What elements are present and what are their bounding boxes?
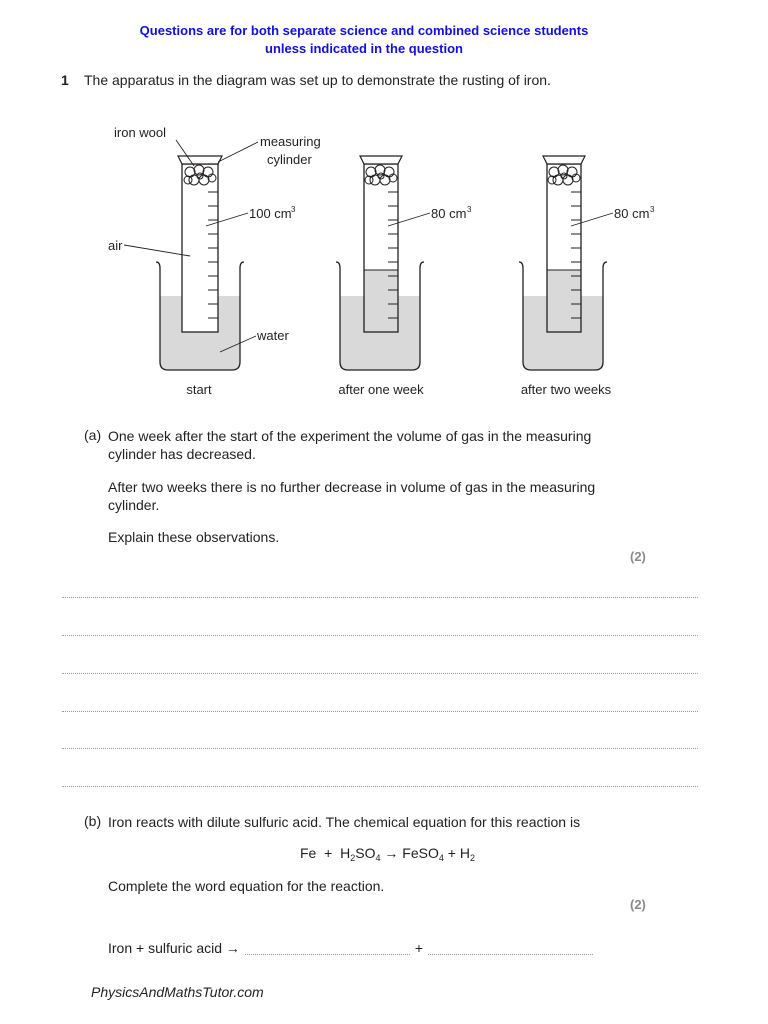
- footer-site-name: PhysicsAndMathsTutor.com: [91, 984, 264, 1000]
- label-week2-volume-sup: 3: [650, 205, 655, 214]
- label-week1-volume: 80 cm: [431, 206, 467, 221]
- part-b-instruction: Complete the word equation for the reaction.: [108, 878, 385, 894]
- label-air: air: [108, 238, 123, 253]
- word-equation-blank-2[interactable]: [428, 953, 593, 955]
- part-b-text: Iron reacts with dilute sulfuric acid. The chemical equation for this reaction is: [108, 814, 581, 830]
- word-equation-start: Iron + sulfuric acid →: [108, 940, 240, 956]
- label-iron-wool: iron wool: [114, 125, 167, 140]
- answer-line[interactable]: [62, 748, 698, 749]
- question-text: The apparatus in the diagram was set up to demonstrate the rusting of iron.: [84, 72, 551, 88]
- part-b-label: (b): [84, 813, 102, 829]
- label-measuring: measuring: [260, 134, 321, 149]
- word-equation: [108, 940, 598, 956]
- label-start-volume: 100 cm: [249, 206, 292, 221]
- label-cylinder: cylinder: [267, 152, 312, 167]
- part-b-marks: (2): [630, 897, 646, 912]
- rusting-diagram: [0, 0, 768, 410]
- caption-start: start: [186, 382, 212, 397]
- part-a-label: (a): [84, 427, 102, 443]
- part-a-marks: (2): [630, 549, 646, 564]
- chemical-equation: $Fe + H_2SO_4$ → FeSO$_4$ + $H_2$: [300, 845, 475, 863]
- answer-line[interactable]: [62, 786, 698, 787]
- label-week1-volume-sup: 3: [467, 205, 472, 214]
- answer-line[interactable]: [62, 711, 698, 712]
- part-a-para-3: Explain these observations.: [108, 529, 280, 545]
- start-apparatus: [108, 125, 321, 397]
- answer-line[interactable]: [62, 673, 698, 674]
- part-a-para-2: After two weeks there is no further decrease in volume of gas in the measuring cylinder.: [108, 479, 596, 513]
- header-line-1: Questions are for both separate science and combined science students: [139, 23, 589, 38]
- week2-apparatus: [519, 156, 655, 397]
- caption-week2: after two weeks: [520, 382, 612, 397]
- week1-apparatus: [336, 156, 472, 397]
- caption-week1: after one week: [338, 382, 424, 397]
- header-line-2: unless indicated in the question: [265, 41, 463, 56]
- answer-line[interactable]: [62, 597, 698, 598]
- answer-line[interactable]: [62, 635, 698, 636]
- week1-cylinder-water: [364, 270, 398, 332]
- label-week2-volume: 80 cm: [614, 206, 650, 221]
- week2-cylinder-water: [547, 270, 581, 332]
- start-iron-wool: [183, 165, 217, 187]
- label-start-volume-sup: 3: [291, 205, 296, 214]
- word-equation-blank-1[interactable]: [245, 953, 410, 955]
- question-number: 1: [61, 72, 69, 88]
- label-water: water: [257, 328, 289, 343]
- part-a-para-1: One week after the start of the experiment the volume of gas in the measuring cylinder has decreased.: [108, 428, 592, 462]
- word-equation-plus: +: [414, 940, 424, 956]
